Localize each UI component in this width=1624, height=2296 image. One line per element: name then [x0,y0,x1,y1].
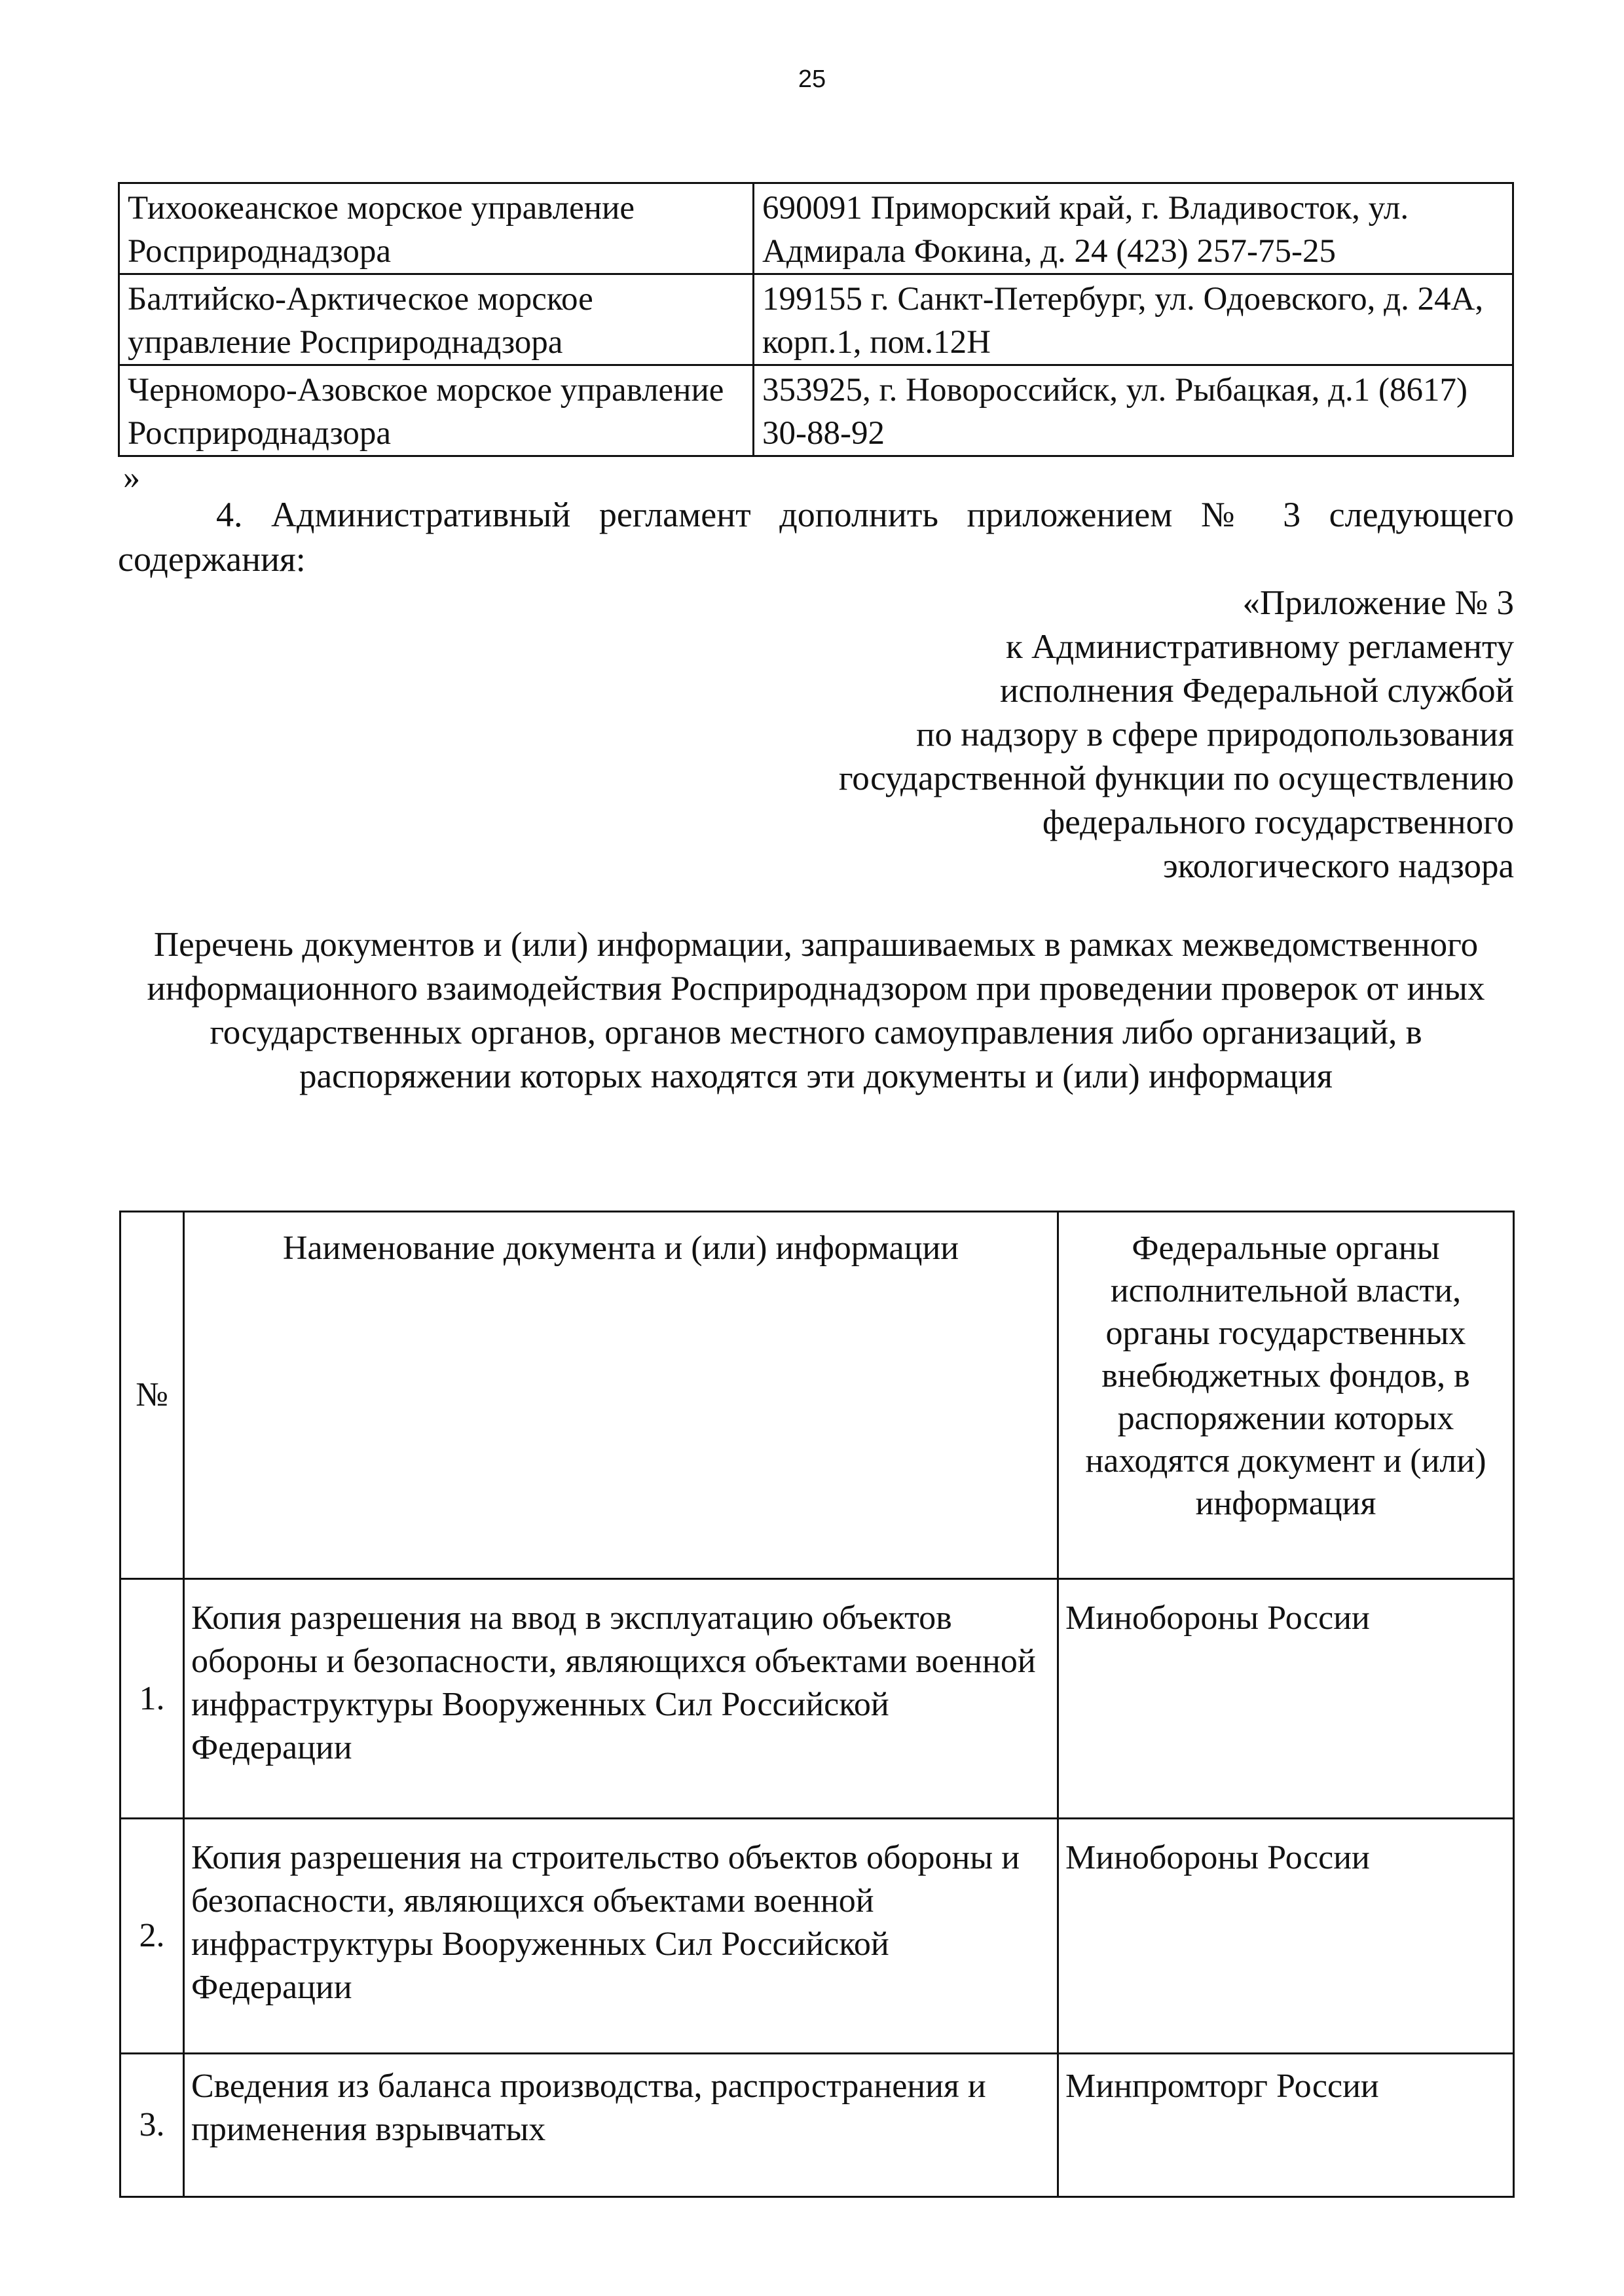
document-authority: Минобороны России [1058,1819,1514,2054]
table-row [120,2054,1514,2197]
document-authority: Минпромторг России [1058,2054,1514,2197]
office-address: 353925, г. Новороссийск, ул. Рыбацкая, д.1 (8617) 30-88-92 [754,365,1513,456]
table-row [119,365,1513,456]
row-number: 2. [120,1819,184,2054]
offices-table [118,182,1514,457]
column-header-name: Наименование документа и (или) информации [184,1212,1058,1579]
appendix-line: федерального государственного [1042,803,1514,841]
table-row [120,1579,1514,1819]
table-row [120,1819,1514,2054]
appendix-line: государственной функции по осуществлению [838,759,1514,797]
table-row [119,274,1513,365]
appendix-line: к Административному регламенту [1006,628,1514,666]
office-name: Балтийско-Арктическое морское управление Росприроднадзора [119,274,754,365]
page-number: 25 [798,65,826,93]
column-header-number: № [120,1212,184,1579]
document-name: Копия разрешения на строительство объектов обороны и безопасности, являющихся объектами военной инфраструктуры Вооруженных Сил Российской Федерации [184,1819,1058,2054]
document-name: Сведения из баланса производства, распространения и применения взрывчатых [184,2054,1058,2197]
office-address: 199155 г. Санкт-Петербург, ул. Одоевского, д. 24А, корп.1, пом.12Н [754,274,1513,365]
office-name: Тихоокеанское морское управление Росприроднадзора [119,183,754,274]
document-authority: Минобороны России [1058,1579,1514,1819]
table-row [119,183,1513,274]
documents-table [119,1211,1515,2198]
document-list-title: Перечень документов и (или) информации, запрашиваемых в рамках межведомственного информационного взаимодействия Росприроднадзором при проведении проверок от иных государственных органов, органов местного самоуправления либо организаций, в распоряжении которых находятся эти документы и (или) информация [147,926,1485,1095]
column-header-authority: Федеральные органы исполнительной власти, органы государственных внебюджетных фондов, в распоряжении которых находятся документ и (или) информация [1058,1212,1514,1579]
appendix-line: по надзору в сфере природопользования [916,716,1514,754]
appendix-line: экологического надзора [1162,847,1514,885]
row-number: 1. [120,1579,184,1819]
amendment-paragraph: 4. Административный регламент дополнить приложением № 3 следующего содержания: [118,495,1514,579]
appendix-line: «Приложение № 3 [1242,584,1514,622]
appendix-line: исполнения Федеральной службой [999,672,1514,710]
office-name: Черноморо-Азовское морское управление Росприроднадзора [119,365,754,456]
document-name: Копия разрешения на ввод в эксплуатацию объектов обороны и безопасности, являющихся объектами военной инфраструктуры Вооруженных Сил Российской Федерации [184,1579,1058,1819]
office-address: 690091 Приморский край, г. Владивосток, ул. Адмирала Фокина, д. 24 (423) 257-75-25 [754,183,1513,274]
appendix-header [655,581,1514,888]
table-header-row [120,1212,1514,1579]
row-number: 3. [120,2054,184,2197]
closing-quote: » [123,459,140,496]
